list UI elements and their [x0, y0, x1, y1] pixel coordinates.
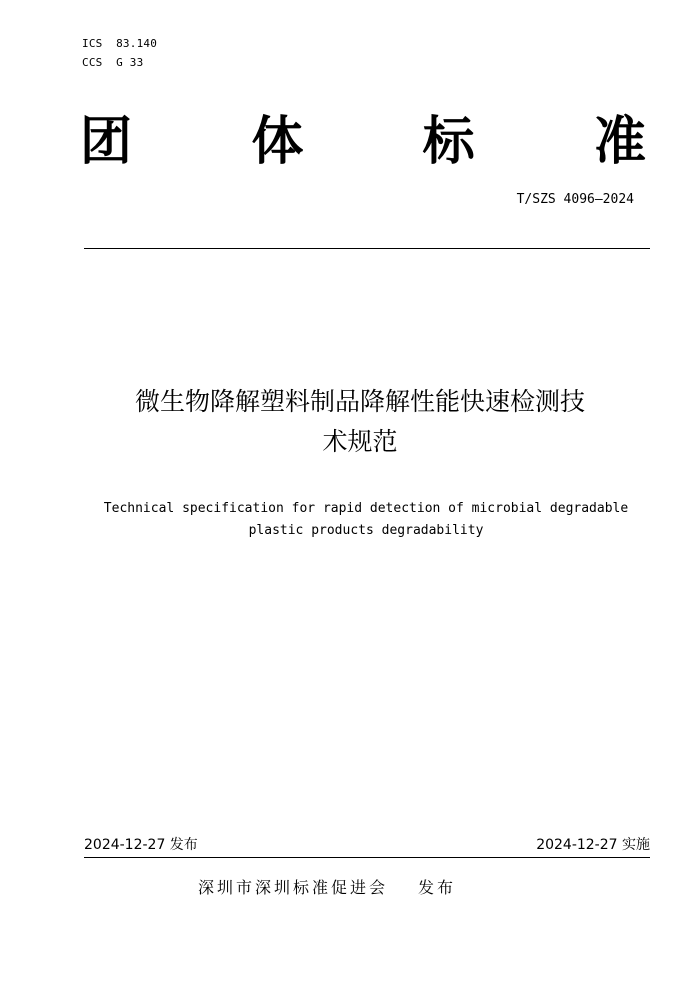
ccs-code: CCS G 33 — [82, 56, 144, 69]
classification-codes — [82, 34, 157, 72]
chinese-title — [60, 382, 660, 462]
english-title-line-1: Technical specification for rapid detection of microbial degradable — [103, 501, 629, 516]
ics-code: ICS 83.140 — [82, 37, 158, 50]
standard-number: T/SZS 4096—2024 — [516, 192, 634, 207]
implementation-date: 2024-12-27 实施 — [536, 837, 650, 853]
header-char-2: 体 — [251, 112, 304, 172]
publisher-line — [198, 876, 456, 900]
issue-date: 2024-12-27 发布 — [84, 837, 198, 853]
english-title — [40, 498, 692, 542]
english-title-line-2: plastic products degradability — [248, 523, 484, 538]
chinese-title-line-1: 微生物降解塑料制品降解性能快速检测技 — [134, 387, 585, 416]
header-char-1: 团 — [80, 112, 133, 172]
publisher-organization: 深圳市深圳标准促进会 — [198, 878, 389, 897]
publish-label: 发布 — [418, 878, 457, 897]
bottom-divider — [84, 857, 650, 858]
header-char-4: 准 — [593, 112, 646, 172]
header-char-3: 标 — [422, 112, 475, 172]
top-divider — [84, 248, 650, 249]
chinese-title-line-2: 术规范 — [322, 427, 398, 456]
date-row — [84, 834, 650, 856]
standard-type-header — [80, 106, 646, 178]
